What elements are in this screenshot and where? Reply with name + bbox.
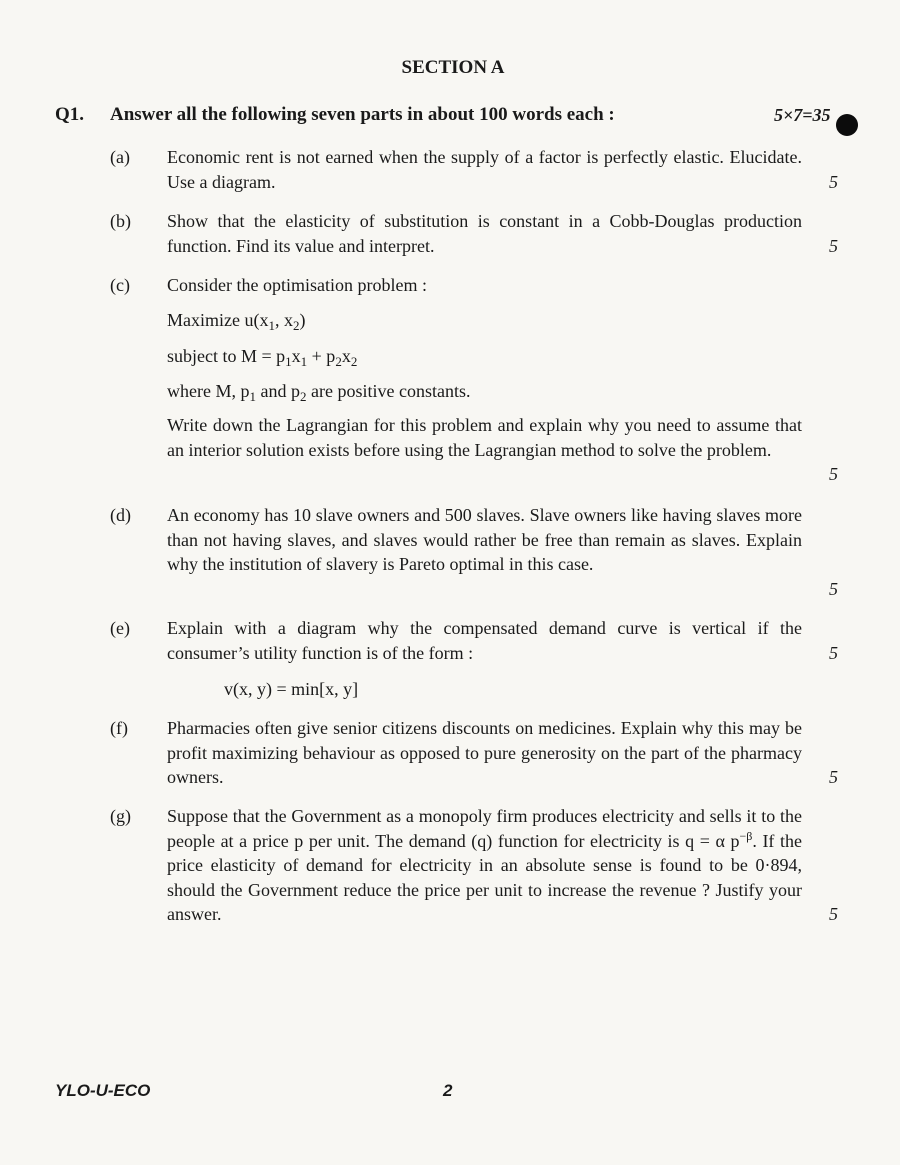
part-text: An economy has 10 slave owners and 500 slaves. Slave owners like having slaves more than not having slaves, and slaves would rather be free than remain as slaves. Explain why the institution of slavery is Pareto optimal in this case. xyxy=(167,505,802,574)
part-label: (c) xyxy=(110,275,130,295)
part-text: Suppose that the Government as a monopoly firm produces electricity and sells it to the people at a price p per unit. The demand (q) function for electricity is q = α $p^{-\beta}$. If the price elasticity of demand for electricity in an absolute sense is found to be 0·894, should the Government reduce the price per unit to increase the revenue ? Justify your answer. xyxy=(167,806,803,924)
part-marks: 5 xyxy=(829,904,838,924)
part-marks: 5 xyxy=(829,643,838,663)
part-label: (d) xyxy=(110,505,131,525)
part-marks: 5 xyxy=(829,579,838,599)
section-title: SECTION A xyxy=(401,57,505,78)
exponent: −β xyxy=(739,828,753,843)
part-label: (b) xyxy=(110,211,131,231)
question-label: Q1. xyxy=(55,104,85,125)
part-text: Show that the elasticity of substitution is constant in a Cobb-Douglas production function. Find its value and interpret. xyxy=(167,211,802,256)
part-text: Economic rent is not earned when the supply of a factor is perfectly elastic. Elucidate. Use a diagram. xyxy=(167,147,802,192)
part-label: (a) xyxy=(110,147,130,167)
part-label: (f) xyxy=(110,718,128,738)
part-text: Explain with a diagram why the compensated demand curve is vertical if the consumer’s utility function is of the form : xyxy=(167,618,802,663)
part-label: (g) xyxy=(110,806,131,826)
part-text: Write down the Lagrangian for this problem and explain why you need to assume that an interior solution exists before using the Lagrangian method to solve the problem. xyxy=(167,415,802,460)
ink-dot xyxy=(836,114,858,136)
constants-line: where M, $p_1$ and $p_2$ are positive constants. xyxy=(167,381,471,404)
problem-intro: Consider the optimisation problem : xyxy=(167,275,427,295)
objective-line: Maximize $u(x_1$, $x_2$) xyxy=(167,310,306,333)
question-instruction: Answer all the following seven parts in about 100 words each : xyxy=(110,104,615,125)
utility-formula: v(x, y) = min[x, y] xyxy=(224,679,359,699)
constraint-line: subject to $M = p_1x_1 + p_2x_2$ xyxy=(167,346,358,369)
part-marks: 5 xyxy=(829,464,838,484)
part-label: (e) xyxy=(110,618,130,638)
part-text: Pharmacies often give senior citizens discounts on medicines. Explain why this may be profit maximizing behaviour as opposed to pure generosity on the part of the pharmacy owners. xyxy=(167,718,802,787)
page-number: 2 xyxy=(443,1081,453,1100)
paper-code: YLO-U-ECO xyxy=(55,1081,151,1100)
part-marks: 5 xyxy=(829,236,838,256)
question-marks: 5×7=35 xyxy=(774,105,831,125)
part-marks: 5 xyxy=(829,767,838,787)
part-marks: 5 xyxy=(829,172,838,192)
